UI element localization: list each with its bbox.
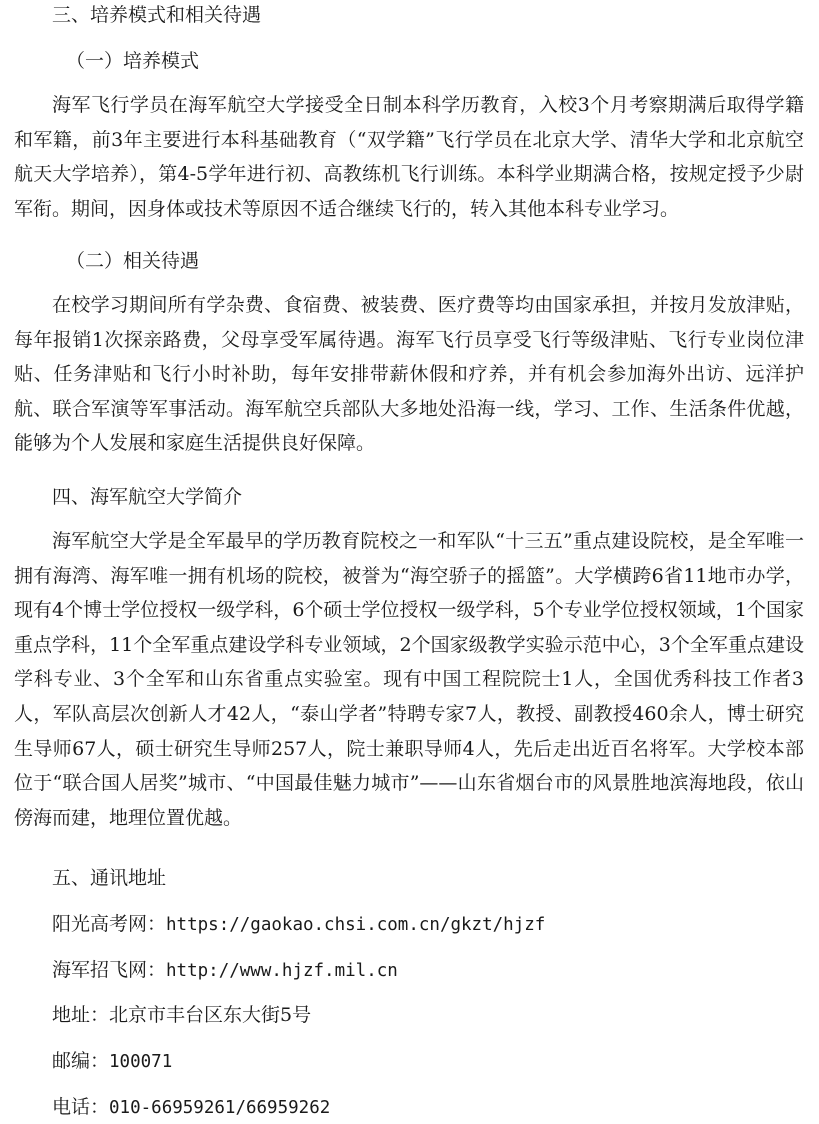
paragraph-training-mode: 海军飞行学员在海军航空大学接受全日制本科学历教育，入校3个月考察期满后取得学籍和军籍，前3年主要进行本科基础教育（“双学籍”飞行学员在北京大学、清华大学和北京航空航天大学培养），第4-5学年进行初、高教练机飞行训练。本科学业期满合格，按规定授予少尉军衔。期间，因身体或技术等原因不适合继续飞行的，转入其他本科专业学习。: [14, 94, 804, 220]
contact-website-chsi: [52, 912, 545, 937]
section-heading-5: 五、通讯地址: [52, 867, 167, 889]
contact-value: 100071: [109, 1052, 173, 1072]
paragraph-university-intro: 海军航空大学是全军最早的学历教育院校之一和军队“十三五”重点建设院校，是全军唯一拥有海湾、海军唯一拥有机场的院校，被誉为“海空骄子的摇篮”。大学横跨6省11地市办学，现有4个博士学位授权一级学科，6个硕士学位授权一级学科，5个专业学位授权领域，1个国家重点学科，11个全军重点建设学科专业领域，2个国家级教学实验示范中心，3个全军重点建设学科专业、3个全军和山东省重点实验室。现有中国工程院院士1人，全国优秀科技工作者3人，军队高层次创新人才42人，“泰山学者”特聘专家7人，教授、副教授460余人，博士研究生导师67人，硕士研究生导师257人，院士兼职导师4人，先后走出近百名将军。大学校本部位于“联合国人居奖”城市、“中国最佳魅力城市”——山东省烟台市的风景胜地滨海地段，依山傍海而建，地理位置优越。: [14, 530, 804, 829]
paragraph-benefits: 在校学习期间所有学杂费、食宿费、被装费、医疗费等均由国家承担，并按月发放津贴，每年报销1次探亲路费，父母享受军属待遇。海军飞行员享受飞行等级津贴、飞行专业岗位津贴、任务津贴和飞行小时补助，每年安排带薪休假和疗养，并有机会参加海外出访、远洋护航、联合军演等军事活动。海军航空兵部队大多地处沿海一线，学习、工作、生活条件优越，能够为个人发展和家庭生活提供良好保障。: [14, 294, 804, 455]
contact-value-link[interactable]: https://gaokao.chsi.com.cn/gkzt/hjzf: [166, 915, 546, 935]
contact-label: 阳光高考网：: [52, 913, 167, 935]
contact-label: 邮编：: [52, 1050, 110, 1072]
subsection-heading-training-mode: （一）培养模式: [66, 50, 200, 72]
contact-value: 010-66959261/66959262: [109, 1098, 331, 1118]
contact-label: 电话：: [52, 1096, 110, 1118]
contact-label: 地址：: [52, 1004, 110, 1026]
contact-postcode: [52, 1049, 172, 1074]
subsection-heading-benefits: （二）相关待遇: [66, 250, 200, 272]
contact-address: [52, 1003, 311, 1027]
section-heading-4: 四、海军航空大学简介: [52, 486, 243, 508]
contact-value: 北京市丰台区东大街5号: [109, 1004, 312, 1026]
section-heading-3: 三、培养模式和相关待遇: [52, 4, 262, 26]
contact-label: 海军招飞网：: [52, 959, 167, 981]
contact-phone: [52, 1095, 330, 1120]
contact-value-link[interactable]: http://www.hjzf.mil.cn: [166, 961, 398, 981]
contact-website-hjzf: [52, 958, 398, 983]
